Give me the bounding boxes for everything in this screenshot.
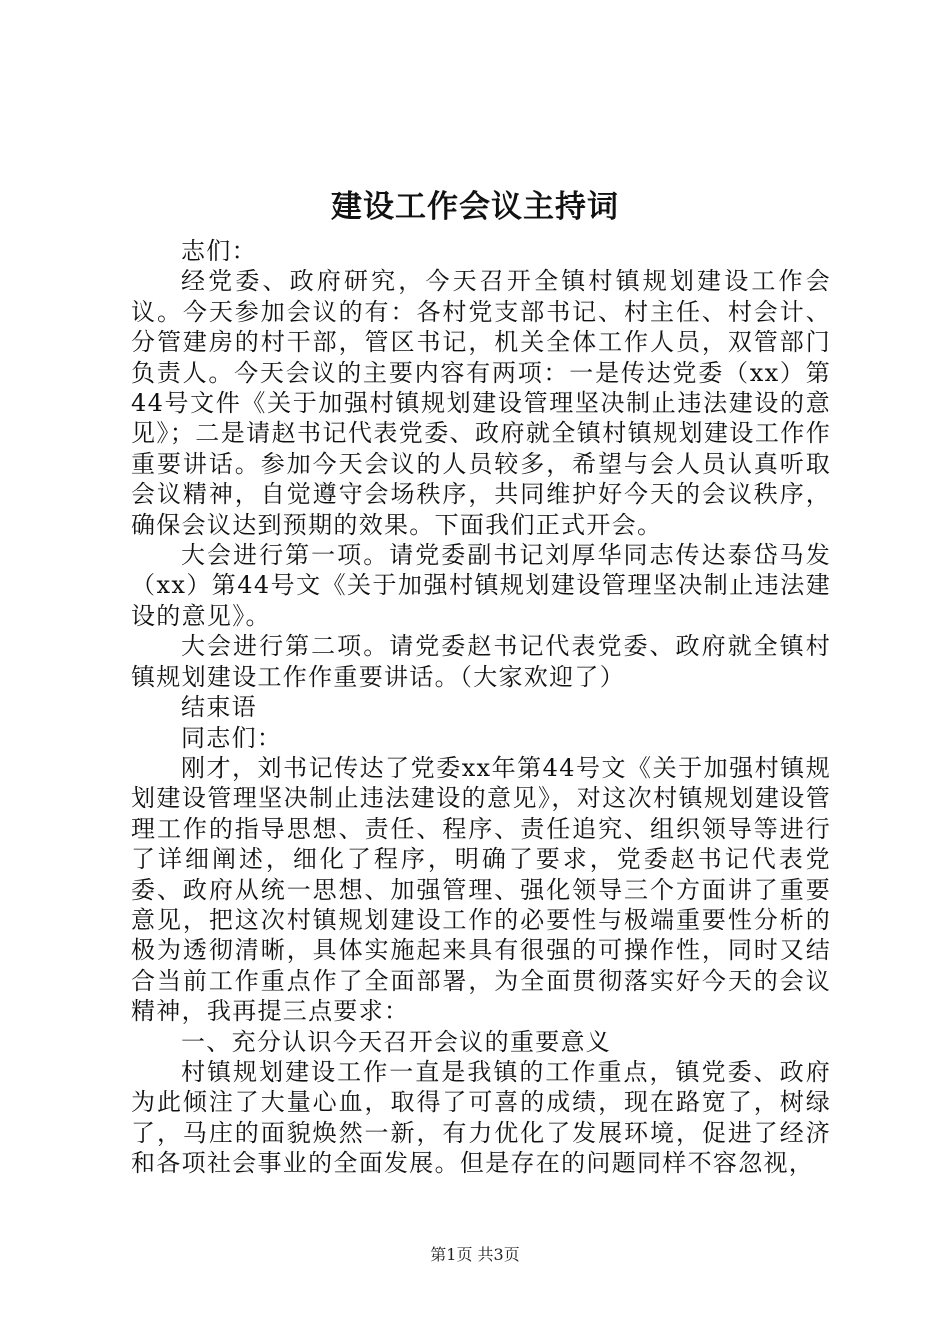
paragraph-salutation: 志们： [181, 237, 257, 265]
section-heading-one: 一、充分认识今天召开会议的重要意义 [181, 1027, 612, 1056]
document-body [131, 236, 831, 1179]
document-title: 建设工作会议主持词 [331, 189, 619, 225]
paragraph-closing-salutation: 同志们： [181, 723, 283, 752]
page-footer: 第1页 共3页 [430, 1245, 520, 1264]
paragraph-closing-heading: 结束语 [181, 693, 257, 722]
paragraph-item-one: 大会进行第一项。请党委副书记刘厚华同志传达泰岱马发（xx）第44号文《关于加强村镇规划建设管理坚决制止违法建设的意见》。 [131, 541, 831, 630]
paragraph-summary: 刚才，刘书记传达了党委xx年第44号文《关于加强村镇规划建设管理坚决制止违法建设的意见》，对这次村镇规划建设管理工作的指导思想、责任、程序、责任追究、组织领导等进行了详细阐述，细化了程序，明确了要求，党委赵书记代表党委、政府从统一思想、加强管理、强化领导三个方面讲了重要意见，把这次村镇规划建设工作的必要性与极端重要性分析的极为透彻清晰，具体实施起来具有很强的可操作性，同时又结合当前工作重点作了全面部署，为全面贯彻落实好今天的会议精神，我再提三点要求： [131, 753, 831, 1026]
paragraph-opening: 经党委、政府研究，今天召开全镇村镇规划建设工作会议。今天参加会议的有：各村党支部书记、村主任、村会计、分管建房的村干部，管区书记，机关全体工作人员，双管部门负责人。今天会议的主要内容有两项：一是传达党委（xx）第44号文件《关于加强村镇规划建设管理坚决制止违法建设的意见》；二是请赵书记代表党委、政府就全镇村镇规划建设工作作重要讲话。参加今天会议的人员较多，希望与会人员认真听取会议精神，自觉遵守会场秩序，共同维护好今天的会议秩序，确保会议达到预期的效果。下面我们正式开会。 [131, 267, 831, 539]
paragraph-item-two: 大会进行第二项。请党委赵书记代表党委、政府就全镇村镇规划建设工作作重要讲话。（大家欢迎了） [131, 632, 831, 691]
paragraph-section-one: 村镇规划建设工作一直是我镇的工作重点，镇党委、政府为此倾注了大量心血，取得了可喜的成绩，现在路宽了，树绿了，马庄的面貌焕然一新，有力优化了发展环境，促进了经济和各项社会事业的全面发展。但是存在的问题同样不容忽视， [131, 1057, 831, 1178]
